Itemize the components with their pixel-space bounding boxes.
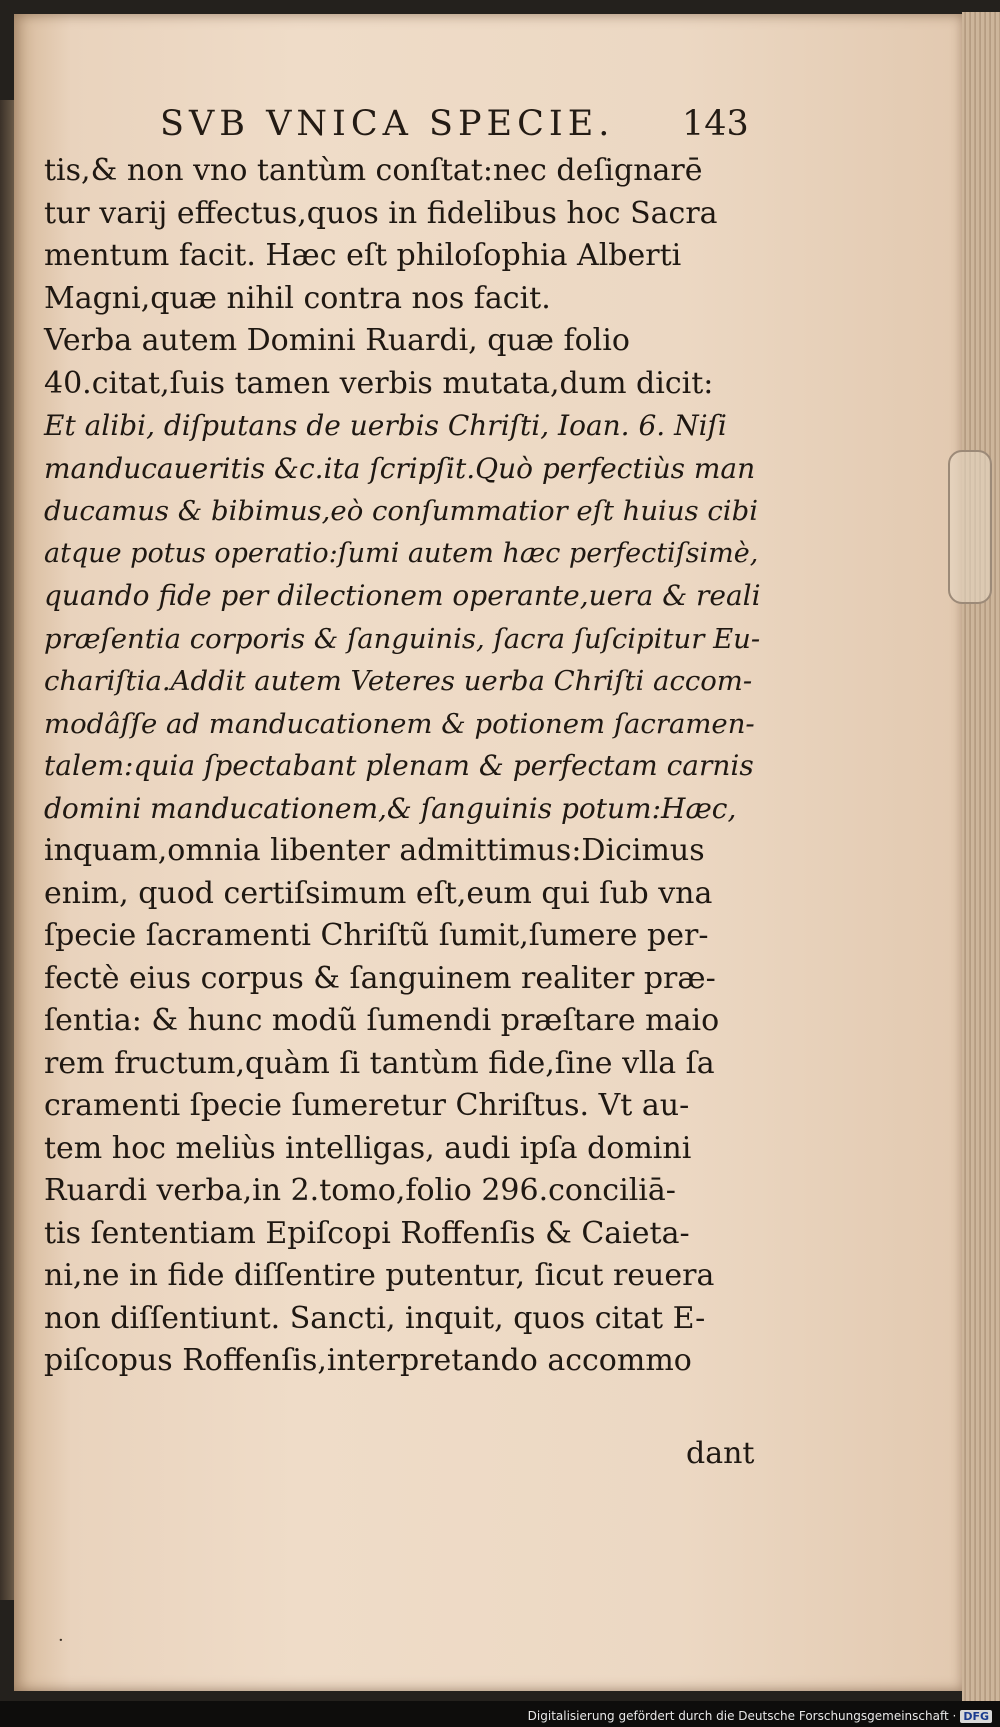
text-line: ſentia: & hunc modũ ſumendi præſtare maio	[44, 1003, 720, 1038]
text-line: modâſſe ad manducationem & potionem ſacramen-	[44, 707, 755, 740]
text-line: tis ſententiam Epiſcopi Roffenſis & Caieta-	[44, 1215, 690, 1251]
text-line: domini manducationem,& ſanguinis potum:Hæc,	[44, 791, 737, 825]
text-line: præſentia corporis & ſanguinis, ſacra ſuſcipitur Eu-	[44, 622, 761, 655]
text-line: enim, quod certiſsimum eſt,eum qui ſub vna	[44, 875, 713, 911]
text-line: chariſtia.Addit autem Veteres uerba Chriſti accom-	[44, 665, 753, 697]
text-line: cramenti ſpecie ſumeretur Chriſtus. Vt au-	[44, 1088, 690, 1123]
dfg-logo-badge: DFG	[960, 1710, 992, 1723]
text-line: non diſſentiunt. Sancti, inquit, quos citat E-	[44, 1300, 706, 1336]
text-line: talem:quia ſpectabant plenam & perfectam carnis	[44, 749, 754, 782]
text-line: mentum facit. Hæc eſt philoſophia Alberti	[44, 238, 682, 273]
text-line: tur varij effectus,quos in fidelibus hoc Sacra	[44, 195, 718, 231]
bookmark-tab	[948, 450, 992, 604]
text-line: Magni,quæ nihil contra nos facit.	[44, 280, 551, 316]
text-line: Et alibi, diſputans de uerbis Chriſti, Ioan. 6. Niſi	[44, 409, 727, 442]
footer-bar	[0, 1701, 1000, 1727]
text-line: 40.citat,ſuis tamen verbis mutata,dum dicit:	[44, 365, 714, 401]
text-line: tis,& non vno tantùm conſtat:nec deſignarē	[44, 153, 703, 188]
book-binding	[0, 100, 14, 1600]
text-line: ducamus & bibimus,eò conſummatior eſt huius cibi	[44, 495, 759, 527]
text-line: inquam,omnia libenter admittimus:Dicimus	[44, 833, 705, 868]
text-line: tem hoc meliùs intelligas, audi ipſa domini	[44, 1130, 692, 1166]
text-line: quando fide per dilectionem operante,uera & reali	[44, 579, 761, 612]
text-line: manducaueritis &c.ita ſcripſit.Quò perfectiùs man	[44, 451, 756, 485]
text-line: ſpecie ſacramenti Chriſtũ ſumit,ſumere per-	[44, 918, 709, 953]
text-line: Ruardi verba,in 2.tomo,folio 296.conciliā-	[44, 1173, 676, 1208]
catchword: dant	[686, 1436, 755, 1471]
text-line: piſcopus Roffenſis,interpretando accommo	[44, 1343, 692, 1378]
text-line: atque potus operatio:ſumi autem hæc perfectiſsimè,	[44, 537, 759, 569]
running-title: SVB VNICA SPECIE.	[160, 104, 615, 144]
funding-note	[528, 1709, 992, 1723]
body-text	[44, 150, 764, 1383]
page-number: 143	[682, 104, 749, 144]
funding-note-text: Digitalisierung gefördert durch die Deutsche Forschungsgemeinschaft ·	[527, 1709, 957, 1723]
ink-speck: ·	[58, 1630, 64, 1651]
text-line: fectè eius corpus & ſanguinem realiter præ-	[44, 960, 716, 996]
text-line: Verba autem Domini Ruardi, quæ folio	[44, 323, 630, 358]
page-fore-edge	[962, 12, 1000, 1702]
text-line: ni,ne in fide diſſentire putentur, ſicut reuera	[44, 1258, 715, 1293]
text-line: rem fructum,quàm ſi tantùm fide,ſine vlla ſa	[44, 1045, 715, 1081]
